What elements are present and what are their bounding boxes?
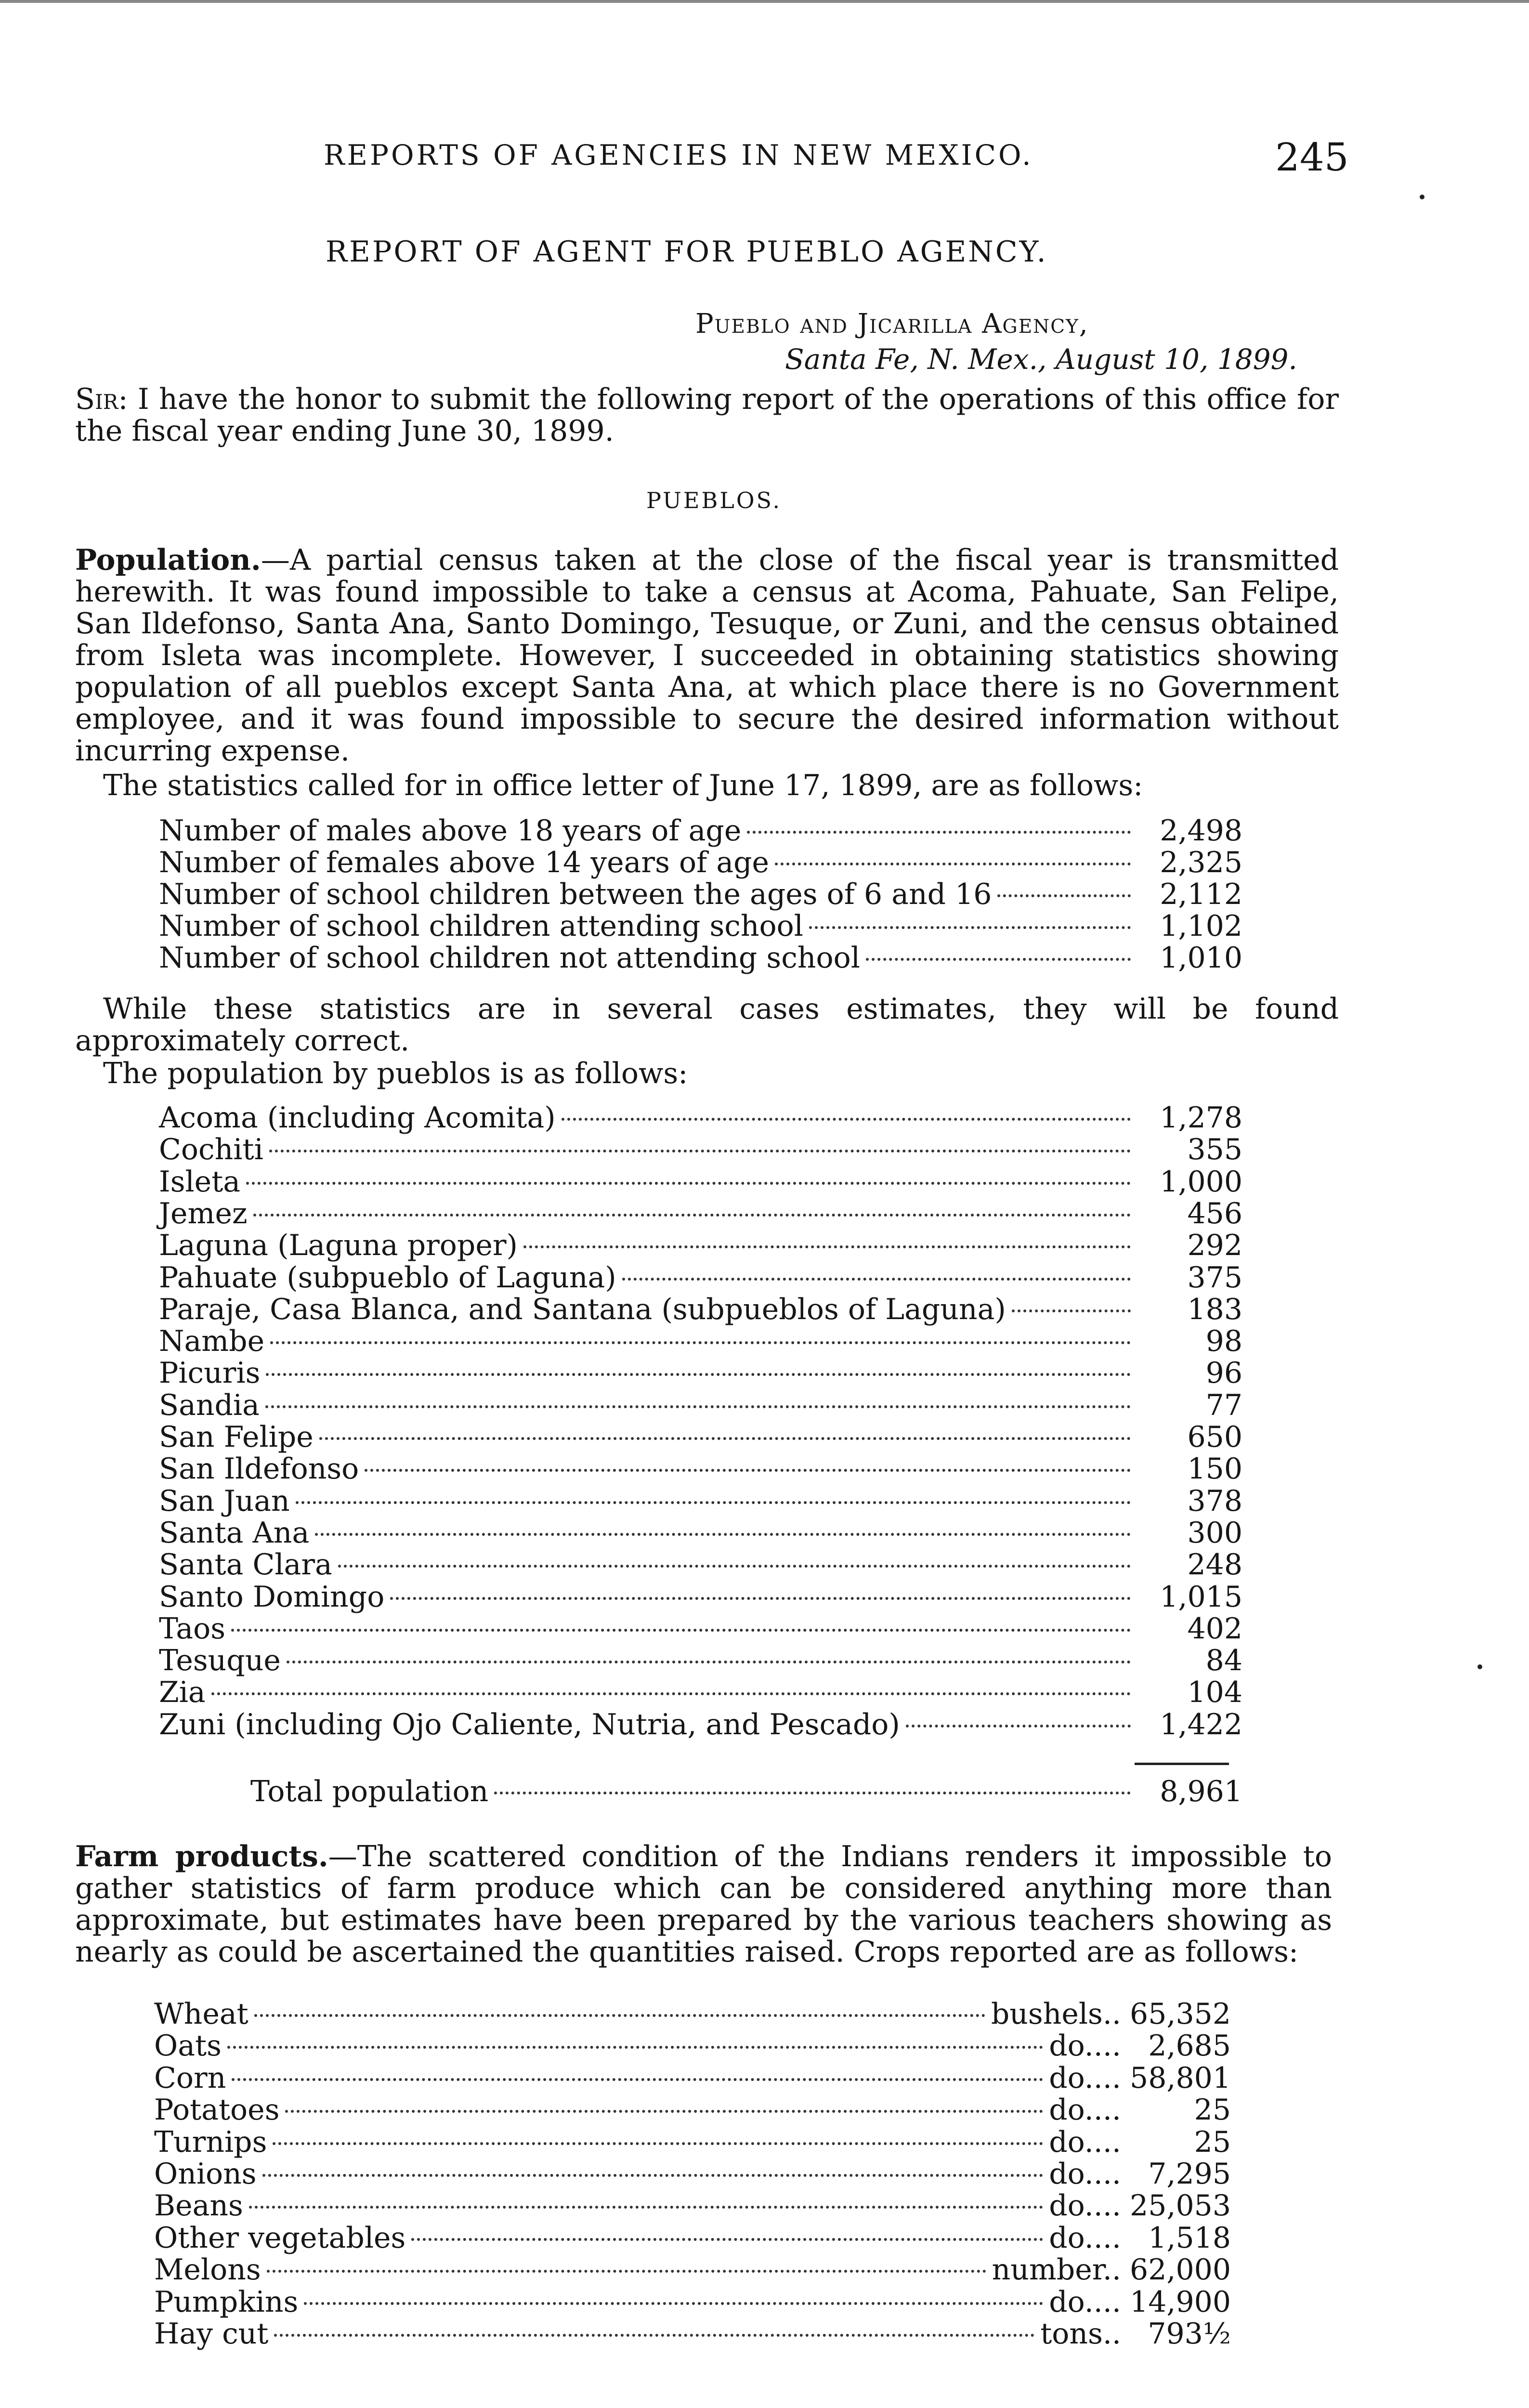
pueblo-row [159, 1197, 1242, 1229]
running-header: REPORTS OF AGENCIES IN NEW MEXICO. [324, 139, 1033, 171]
stat-row-label: Number of school children attending school [159, 909, 803, 943]
leader-dots [562, 1118, 1131, 1121]
leader-dots [246, 1182, 1131, 1185]
pueblo-row-value: 375 [1187, 1260, 1242, 1295]
leader-dots [411, 2238, 1043, 2241]
pueblo-row-label: Santo Domingo [159, 1580, 385, 1614]
pueblo-row-label: Santa Clara [159, 1548, 332, 1582]
stat-row [159, 877, 1242, 909]
stat-row-value: 2,325 [1160, 846, 1242, 879]
stats-intro-text: The statistics called for in office letter of June 17, 1899, are as follows: [103, 769, 1143, 802]
farm-products-text: —The scattered condition of the Indians renders it impossible to gather statistics of farm produce which can be considered anything more than approximate, but estimates have been prepared by the various teachers showing as nearly as could be ascertained the quantities raised. Crops reported are as follows: [75, 1840, 1332, 1969]
pueblo-row-value: 1,015 [1160, 1580, 1242, 1614]
crop-row-value: 25 [1194, 2093, 1231, 2127]
crop-row-label: Beans [154, 2189, 243, 2223]
crop-row [154, 2125, 1231, 2157]
letterhead-agency: Pueblo and Jicarilla Agency, [695, 308, 1089, 340]
population-paragraph [75, 544, 1339, 767]
pueblo-row-value: 84 [1205, 1644, 1242, 1678]
pueblo-row-label: San Juan [159, 1484, 290, 1518]
leader-dots [622, 1278, 1131, 1281]
letterhead-place-date: Santa Fe, N. Mex., August 10, 1899. [785, 343, 1297, 376]
pueblo-row-value: 150 [1187, 1452, 1242, 1486]
pueblo-row [159, 1261, 1242, 1293]
crop-row [154, 2221, 1231, 2253]
crop-row-value: 793½ [1148, 2317, 1231, 2351]
crop-row-label: Pumpkins [154, 2285, 299, 2319]
pueblo-row-label: Taos [159, 1611, 226, 1646]
pueblo-row-value: 77 [1205, 1388, 1242, 1422]
crop-row-label: Oats [154, 2029, 222, 2063]
leader-dots [274, 2334, 1034, 2337]
crop-row [154, 2189, 1231, 2221]
leader-dots [262, 2174, 1044, 2177]
salutation-lead: Sir: [75, 382, 128, 416]
stats-intro [103, 770, 1339, 801]
pueblo-row-label: Pahuate (subpueblo of Laguna) [159, 1260, 616, 1295]
pueblo-row-label: Zia [159, 1675, 206, 1710]
crop-row-label: Potatoes [154, 2093, 280, 2127]
stat-row-label: Number of females above 14 years of age [159, 846, 770, 879]
pueblo-row-label: Laguna (Laguna proper) [159, 1229, 518, 1263]
population-heading: Population. [75, 543, 261, 577]
crop-row-value: 2,685 [1148, 2029, 1231, 2063]
pueblo-row-label: Tesuque [159, 1644, 281, 1678]
pueblo-row [159, 1675, 1242, 1710]
leader-dots [775, 863, 1131, 865]
pueblo-row [159, 1420, 1242, 1452]
crop-row-unit: number.. [992, 2253, 1121, 2287]
pueblo-row-value: 355 [1187, 1133, 1242, 1167]
stat-row-label: Number of males above 18 years of age [159, 814, 742, 848]
leader-dots [315, 1533, 1131, 1536]
pueblo-row-value: 1,000 [1160, 1165, 1242, 1199]
stat-row [159, 909, 1242, 941]
pueblo-row-label: Acoma (including Acomita) [159, 1101, 556, 1135]
farm-products-paragraph [75, 1841, 1332, 1968]
pueblo-row-label: Santa Ana [159, 1516, 310, 1550]
crop-row [154, 2061, 1231, 2093]
crop-row-unit: do.... [1049, 2189, 1121, 2223]
leader-dots [747, 831, 1131, 834]
population-text: —A partial census taken at the close of the fiscal year is transmitted herewith. It was found impossible to take a census at Acoma, Pahuate, San Felipe, San Ildefonso, Santa Ana, Santo Domingo, Tesuque, or Zuni, and the census obtained from Isleta was incomplete. However, I succeeded in obtaining statistics showing population of all pueblos except Santa Ana, at which place there is no Government employee, and it was found impossible to secure the desired information without incurring expense. [75, 543, 1339, 768]
leader-dots [232, 2078, 1043, 2081]
crop-row-value: 65,352 [1130, 1997, 1231, 2031]
stat-row-label: Number of school children between the ages of 6 and 16 [159, 877, 992, 911]
statistics-note-text: While these statistics are in several cases estimates, they will be found approximately correct. [75, 992, 1339, 1058]
scan-speck [1477, 1664, 1482, 1669]
by-pueblo-intro-text: The population by pueblos is as follows: [103, 1057, 688, 1090]
crop-row-unit: bushels.. [991, 1997, 1121, 2031]
pueblo-row-value: 104 [1187, 1675, 1242, 1710]
leader-dots [523, 1245, 1131, 1248]
crop-row-label: Corn [154, 2061, 226, 2095]
pueblo-row-value: 650 [1187, 1420, 1242, 1454]
pueblo-row-label: Zuni (including Ojo Caliente, Nutria, and Pescado) [159, 1707, 900, 1741]
pueblo-row [159, 1452, 1242, 1484]
by-pueblo-intro [103, 1058, 1339, 1089]
page-number: 245 [1275, 135, 1349, 180]
leader-dots [390, 1597, 1131, 1600]
top-scan-border [0, 0, 1529, 3]
pueblo-row-value: 98 [1205, 1324, 1242, 1359]
farm-products-heading: Farm products. [75, 1840, 328, 1873]
crop-row [154, 2253, 1231, 2285]
pueblo-row-label: Jemez [159, 1196, 248, 1230]
pueblo-row-label: Nambe [159, 1324, 265, 1359]
pueblo-row [159, 1548, 1242, 1580]
leader-dots [253, 1214, 1131, 1217]
pueblo-row-value: 1,278 [1160, 1101, 1242, 1135]
leader-dots [1012, 1309, 1131, 1312]
crop-row-label: Melons [154, 2253, 261, 2287]
crop-row-unit: do.... [1049, 2221, 1121, 2255]
pueblo-row [159, 1356, 1242, 1388]
pueblo-row [159, 1580, 1242, 1612]
leader-dots [809, 926, 1131, 929]
leader-dots [266, 1373, 1131, 1376]
pueblo-row-value: 292 [1187, 1229, 1242, 1263]
leader-dots [304, 2302, 1043, 2305]
pueblo-row [159, 1388, 1242, 1420]
leader-dots [997, 894, 1131, 897]
pueblo-row-value: 96 [1205, 1356, 1242, 1390]
pueblo-row-value: 402 [1187, 1611, 1242, 1646]
crop-row-unit: do.... [1049, 2061, 1121, 2095]
pueblo-row-value: 456 [1187, 1196, 1242, 1230]
leader-dots [265, 1405, 1131, 1408]
stat-row [159, 814, 1242, 846]
leader-dots [249, 2206, 1043, 2209]
pueblo-row [159, 1644, 1242, 1678]
pueblo-row [159, 1101, 1242, 1133]
pueblo-row-label: San Felipe [159, 1420, 314, 1454]
pueblo-row-label: Cochiti [159, 1133, 263, 1167]
scan-speck [1420, 195, 1424, 199]
statistics-note [75, 993, 1339, 1057]
crop-row-label: Turnips [154, 2125, 267, 2159]
stat-row [159, 941, 1242, 973]
leader-dots [227, 2046, 1043, 2049]
pueblo-row-label: Paraje, Casa Blanca, and Santana (subpueblos of Laguna) [159, 1292, 1006, 1326]
pueblo-row-value: 1,422 [1160, 1707, 1242, 1741]
stat-row [159, 846, 1242, 877]
crop-row-unit: do.... [1049, 2029, 1121, 2063]
stat-row-value: 1,102 [1160, 909, 1242, 943]
crop-row-unit: tons.. [1040, 2317, 1121, 2351]
crop-row [154, 2029, 1231, 2061]
pueblo-row-label: Isleta [159, 1165, 241, 1199]
crop-row [154, 1997, 1231, 2029]
total-population-row [250, 1775, 1242, 1806]
leader-dots [906, 1725, 1131, 1727]
crop-row-value: 7,295 [1148, 2157, 1231, 2191]
pueblo-row-label: Picuris [159, 1356, 261, 1390]
leader-dots [319, 1437, 1131, 1440]
total-rule [1135, 1763, 1229, 1765]
crop-row [154, 2093, 1231, 2125]
leader-dots [285, 2110, 1043, 2113]
crop-row [154, 2317, 1231, 2349]
crop-row-value: 62,000 [1130, 2253, 1231, 2287]
crop-row-label: Wheat [154, 1997, 248, 2031]
total-population-value: 8,961 [1160, 1775, 1242, 1808]
pueblo-row [159, 1708, 1242, 1740]
leader-dots [494, 1792, 1131, 1794]
leader-dots [231, 1629, 1131, 1632]
pueblo-row [159, 1165, 1242, 1197]
crop-row-value: 25,053 [1130, 2189, 1231, 2223]
crop-row-value: 14,900 [1130, 2285, 1231, 2319]
pueblo-row-value: 300 [1187, 1516, 1242, 1550]
leader-dots [267, 2270, 986, 2273]
leader-dots [254, 2014, 985, 2017]
leader-dots [273, 2142, 1043, 2145]
stat-row-value: 1,010 [1160, 941, 1242, 975]
section-heading: PUEBLOS. [646, 487, 782, 513]
crop-row-value: 1,518 [1148, 2221, 1231, 2255]
stat-row-value: 2,498 [1160, 814, 1242, 848]
report-title: REPORT OF AGENT FOR PUEBLO AGENCY. [326, 235, 1048, 269]
crop-row [154, 2285, 1231, 2317]
leader-dots [270, 1341, 1131, 1344]
pueblo-row [159, 1516, 1242, 1548]
pueblo-row [159, 1324, 1242, 1359]
crop-row-label: Onions [154, 2157, 257, 2191]
pueblo-row [159, 1229, 1242, 1263]
leader-dots [287, 1661, 1131, 1663]
leader-dots [365, 1469, 1131, 1472]
pueblo-row-value: 248 [1187, 1548, 1242, 1582]
total-population-label: Total population [250, 1775, 489, 1808]
pueblo-row [159, 1484, 1242, 1516]
pueblo-row [159, 1293, 1242, 1324]
crop-row-unit: do.... [1049, 2093, 1121, 2127]
crop-row-value: 58,801 [1130, 2061, 1231, 2095]
pueblo-row [159, 1612, 1242, 1644]
leader-dots [269, 1150, 1131, 1152]
pueblo-row-label: San Ildefonso [159, 1452, 359, 1486]
pueblo-row-label: Sandia [159, 1388, 260, 1422]
salutation-text: I have the honor to submit the following report of the operations of this office for the fiscal year ending June 30, 1899. [75, 382, 1339, 448]
pueblo-row-value: 183 [1187, 1292, 1242, 1326]
crop-row-unit: do.... [1049, 2285, 1121, 2319]
leader-dots [211, 1692, 1131, 1695]
crop-row-unit: do.... [1049, 2157, 1121, 2191]
salutation-paragraph [75, 383, 1339, 447]
stat-row-label: Number of school children not attending school [159, 941, 860, 975]
crop-row-unit: do.... [1049, 2125, 1121, 2159]
leader-dots [338, 1565, 1131, 1568]
crop-row-label: Hay cut [154, 2317, 269, 2351]
crop-row-value: 25 [1194, 2125, 1231, 2159]
pueblo-row [159, 1133, 1242, 1165]
leader-dots [296, 1501, 1131, 1504]
leader-dots [866, 958, 1131, 961]
stat-row-value: 2,112 [1160, 877, 1242, 911]
pueblo-row-value: 378 [1187, 1484, 1242, 1518]
crop-row-label: Other vegetables [154, 2221, 406, 2255]
crop-row [154, 2157, 1231, 2189]
